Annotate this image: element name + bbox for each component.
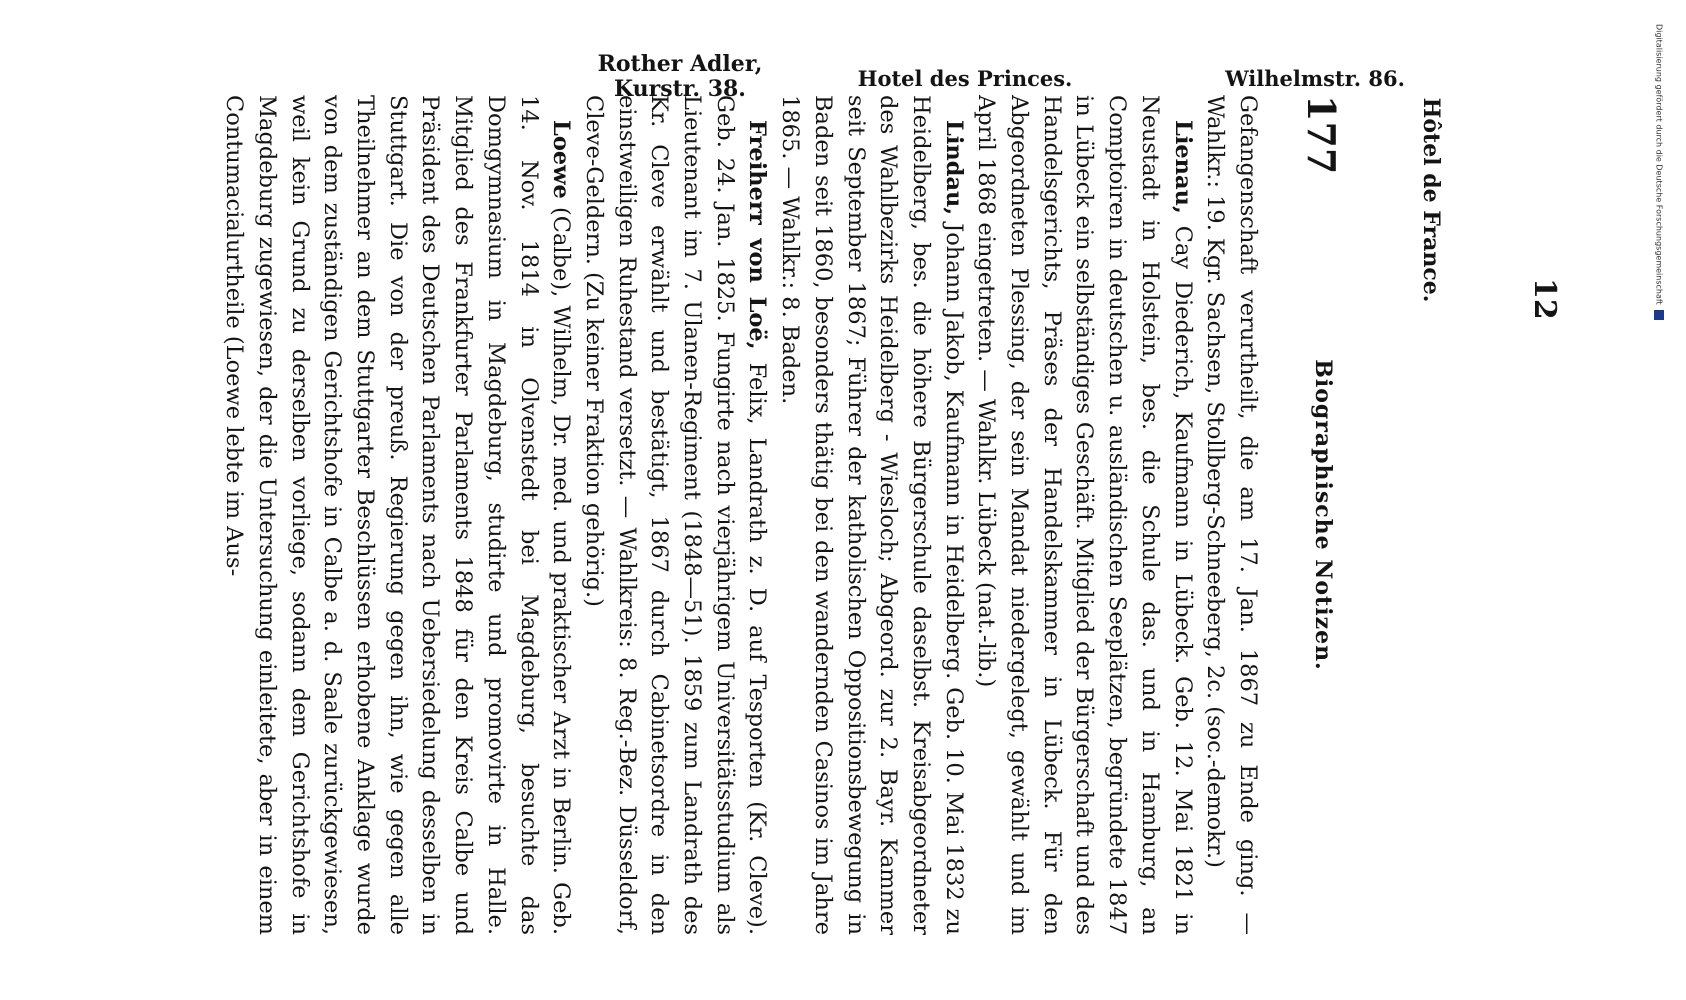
margin-note-text: Hôtel de France.: [1418, 97, 1444, 303]
entry-name: Lienau,: [1169, 120, 1196, 214]
paragraph-text: Gefangenschaft verurtheilt, die am 17. Jan. 1867 zu Ende ging. — Wahlkr.: 19. Kgr. Sachsen, Stollberg-Schneeberg, 2c. (soc.-demokr.): [1202, 95, 1261, 935]
signature-mark: 12: [1527, 278, 1562, 320]
entry-text: Cay Diederich, Kaufmann in Lübeck. Geb. 12. Mai 1821 in Neustadt in Holstein, bes. die Schule das. und in Hamburg, an Comptoiren in deutschen u. ausländischen Seeplätzen, begründete 1847 in Lübeck ein selbständiges Geschäft. Mitglied der Bürgerschaft und des Handelsgerichts, Präses der Handelskammer in Lübeck. Für den Abgeordneten Plessing, der sein Mandat niedergelegt, gewählt und im April 1868 eingetreten. — Wahlkr. Lübeck (nat.-lib.): [973, 95, 1196, 935]
running-head: Biographische Notizen.: [1310, 359, 1336, 671]
biography-text: [218, 95, 1265, 935]
entry-loe: [577, 95, 773, 935]
entry-name: Freiherr von Loë,: [744, 120, 771, 350]
digitization-credit: [1654, 24, 1666, 344]
entry-loewe: [218, 95, 578, 935]
page-content: [124, 0, 1504, 1000]
margin-note-hotel-de-france: [1390, 70, 1444, 330]
entry-text: (Calbe), Wilhelm, Dr. med. und praktischer Arzt in Berlin. Geb. 14. Nov. 1814 in Olvenstedt bei Magdeburg, besuchte das Domgymnasium in Magdeburg, studirte und promovirte in Halle. Mitglied des Frankfurter Parlaments 1848 für den Kreis Calbe und Präsident des Deutschen Parlaments nach Uebersiedelung desselben in Stuttgart. Die von der preuß. Regierung gegen ihn, wie gegen alle Theilnehmer an dem Stuttgarter Beschlüssen erhobene Anklage wurde von dem zuständigen Gerichtshofe in Calbe a. d. Saale zurückgewiesen, weil kein Grund zu derselben vorliege, sodann dem Gerichtshofe in Magdeburg zugewiesen, der die Untersuchung einleitete, aber in einem Contumacialurtheile (Loewe lebte im Aus-: [221, 95, 575, 935]
dfg-logo-icon: [1654, 310, 1664, 320]
entry-text: Felix, Landrath z. D. auf Tesporten (Kr. Cleve). Geb. 24. Jan. 1825. Fungirte nach vierjährigem Universitätsstudium als Lieutenant im 7. Ulanen-Regiment (1848—51). 1859 zum Landrath des Kr. Cleve erwählt und bestätigt, 1867 durch Cabinetsordre in den einstweiligen Ruhestand versetzt. — Wahlkreis: 8. Reg.-Bez. Düsseldorf, Cleve-Geldern. (Zu keiner Fraktion gehörig.): [580, 95, 771, 935]
paragraph-continued: [1199, 95, 1264, 935]
entry-lindau: [773, 95, 969, 935]
page-number: 177: [1299, 95, 1344, 175]
margin-note-text: Hotel des Princes.: [857, 66, 1073, 91]
credit-text: Digitalisierung gefördert durch die Deutsche Forschungsgemeinschaft: [1654, 24, 1664, 305]
entry-text: Johann Jakob, Kaufmann in Heidelberg. Geb. 10. Mai 1832 zu Heidelberg, bes. die höhere Bürgerschule daselbst. Kreisabgeordneter des Wahlbezirks Heidelberg - Wiesloch; Abgeord. zur 2. Bayr. Kammer seit September 1867; Führer der katholischen Oppositionsbewegung in Baden seit 1860, besonders thätig bei den wandernden Casinos im Jahre 1865. — Wahlkr.: 8. Baden.: [777, 95, 967, 935]
entry-name: Lindau,: [940, 120, 967, 216]
entry-name: Loewe: [548, 120, 575, 199]
margin-note-wilhelmstr: [1215, 66, 1415, 91]
book-page: [124, 0, 1504, 1000]
margin-note-hotel-des-princes: [850, 66, 1080, 91]
page-header: [1299, 95, 1344, 935]
margin-note-text: Rother Adler, Kurstr. 38.: [597, 51, 763, 102]
margin-note-text: Wilhelmstr. 86.: [1225, 66, 1405, 91]
entry-lienau: [970, 95, 1199, 935]
margin-note-rother-adler: [590, 52, 770, 102]
credit-line: [1654, 24, 1664, 320]
